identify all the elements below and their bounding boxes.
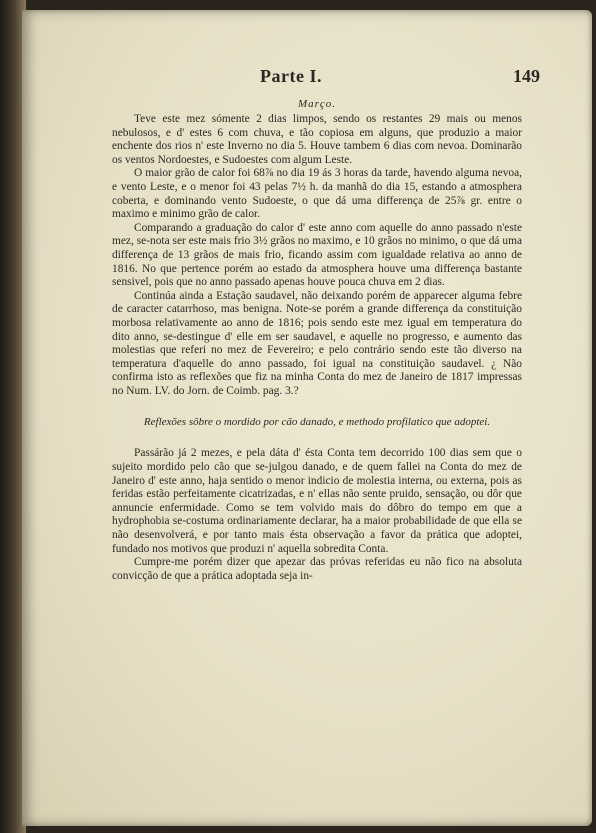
section-title: Março. — [297, 98, 337, 110]
page-number: 149 — [513, 66, 540, 86]
page-title: Parte I. — [260, 66, 322, 86]
paragraph: Passárão já 2 mezes, e pela dáta d' ésta Conta tem decorrido 100 dias sem que o sujeito mordido pelo cão que se-julgou danado, e de quem fallei na Conta do mez de Janeiro d' este anno, haja sentido o menor indicio de molestia interna, ou externa, pois as feridas estão perfeitamente cicatrizadas, e n' ellas não sente pruido, sensação, ou dôr que annuncie enfermidade. Como se tem volvido mais do dôbro do tempo em que a hydrophobia se-costuma ordinariamente declarar, ha a maior probabilidade de que ella se não desenvolverá, e por tanto mais ésta observação a favor da prática que adoptei, fundado nos motivos que produzi n' aquella sobredita Conta. — [112, 447, 522, 555]
paragraph: Cumpre-me porém dizer que apezar das próvas referidas eu não fico na absoluta convicção de que a prática adoptada seja in- — [112, 556, 522, 582]
page-text-block — [112, 66, 540, 583]
paragraph: O maior grão de calor foi 68⅞ no dia 19 ás 3 horas da tarde, havendo alguma nevoa, e vento Leste, e o menor foi 43 pelas 7½ h. da manhã do dia 15, estando a atmosphera coberta, e dominando vento Sudoeste, o que dá uma differença de 25⅞ gr. entre o maximo e minimo grão de calor. — [112, 167, 522, 221]
paragraph: Teve este mez sómente 2 dias limpos, sendo os restantes 29 mais ou menos nebulosos, e d' estes 6 com chuva, e tão copiosa em alguns, que produzio a maior enchente dos rios n' este Inverno no dia 5. Houve tambem 6 dias com nevoa. Dominarão os ventos Nordoestes, e Sudoestes com algum Leste. — [112, 113, 522, 166]
book-page — [22, 10, 592, 826]
running-head — [112, 66, 540, 92]
paragraph: Continúa ainda a Estação saudavel, não deixando porém de apparecer alguma febre de caracter catarrhoso, mas benigna. Note-se porém a grande differença da constituição morbosa relativamente ao anno de 1816; pois sendo este mez igual em temperatura do dito anno, se-destingue d' elle em ser saudavel, e aquelle no progresso, e aumento das molestias que referi no mez de Fevereiro; e pelo contrário sendo este tão diverso na temperatura d'aquelle do anno passado, foi igual na constituição saudavel. ¿ Não confirma isto as reflexões que fiz na minha Conta do mez de Janeiro de 1817 impressas no Num. LV. do Jorn. de Coimb. pag. 3.? — [112, 289, 522, 397]
subheading: Reflexões sôbre o mordido por cão danado, e methodo profilatico que adoptei. — [143, 416, 491, 429]
paragraph: Comparando a graduação do calor d' este anno com aquelle do anno passado n'este mez, se-nota ser este mais frio 3½ grãos no maximo, e 10 grãos no minimo, o que dá uma differença de 13 grãos de mais frio, ficando assim com igualdade relativa ao anno de 1816. No que pertence porém ao estado da atmosphera houve uma differença bastante sensivel, pois que no anno passado apenas houve pouca chuva em 2 dias. — [112, 221, 522, 289]
